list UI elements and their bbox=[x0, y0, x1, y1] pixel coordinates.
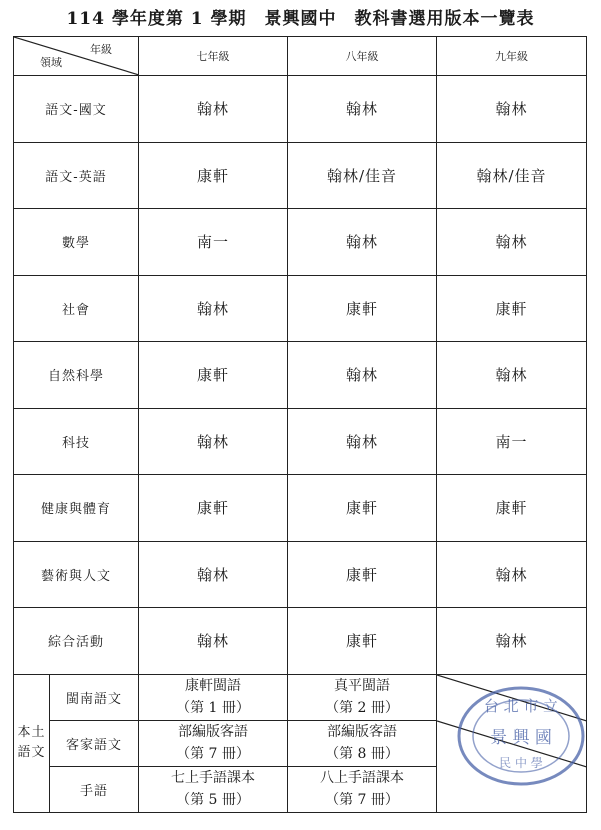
local-group-label bbox=[14, 674, 50, 812]
grade-9-version: 康軒 bbox=[437, 475, 587, 542]
local-0-g7 bbox=[139, 674, 288, 720]
subject-rows bbox=[14, 76, 587, 675]
local-2-g8 bbox=[288, 766, 437, 812]
local-1-g8-line2: （第 8 冊） bbox=[325, 746, 399, 762]
local-g9-blank bbox=[437, 674, 587, 812]
local-1-g7-line2: （第 7 冊） bbox=[176, 746, 250, 762]
textbook-table bbox=[13, 36, 587, 813]
local-name-1: 客家語文 bbox=[50, 720, 139, 766]
grade-9-version: 翰林 bbox=[437, 76, 587, 143]
grade-8-version: 康軒 bbox=[288, 475, 437, 542]
grade-9-version: 翰林 bbox=[437, 209, 587, 276]
local-2-g7 bbox=[139, 766, 288, 812]
grade-7-version: 翰林 bbox=[139, 408, 288, 475]
subject-row bbox=[14, 142, 587, 209]
local-1-g8 bbox=[288, 720, 437, 766]
local-1-g7 bbox=[139, 720, 288, 766]
subject-name: 科技 bbox=[14, 408, 139, 475]
local-0-g8-line1: 真平閩語 bbox=[334, 678, 390, 694]
grade-8-version: 康軒 bbox=[288, 608, 437, 675]
header-row bbox=[14, 37, 587, 76]
grade-7-version: 康軒 bbox=[139, 142, 288, 209]
subject-row bbox=[14, 342, 587, 409]
local-row-minnan bbox=[14, 674, 587, 720]
grade-9-version: 翰林 bbox=[437, 541, 587, 608]
subject-row bbox=[14, 541, 587, 608]
subject-row bbox=[14, 209, 587, 276]
subject-row bbox=[14, 475, 587, 542]
local-2-g8-line2: （第 7 冊） bbox=[325, 792, 399, 808]
local-group-text: 本土語文 bbox=[17, 725, 46, 760]
grade-7-version: 翰林 bbox=[139, 76, 288, 143]
grade-8-version: 翰林/佳音 bbox=[288, 142, 437, 209]
grade-7-version: 南一 bbox=[139, 209, 288, 276]
corner-diagonal bbox=[14, 37, 139, 75]
grade-7-version: 康軒 bbox=[139, 342, 288, 409]
local-2-g8-line1: 八上手語課本 bbox=[320, 770, 404, 786]
corner-grade-label: 年級 bbox=[90, 43, 112, 56]
svg-text:景 興 國: 景 興 國 bbox=[490, 727, 552, 748]
subject-row bbox=[14, 76, 587, 143]
svg-text:民 中 學: 民 中 學 bbox=[499, 755, 543, 770]
subject-name: 健康與體育 bbox=[14, 475, 139, 542]
grade-9-version: 翰林 bbox=[437, 608, 587, 675]
local-0-g8-line2: （第 2 冊） bbox=[325, 700, 399, 716]
local-0-g7-line1: 康軒閩語 bbox=[185, 678, 241, 694]
subject-name: 綜合活動 bbox=[14, 608, 139, 675]
header-grade-8: 八年級 bbox=[288, 37, 437, 76]
grade-7-version: 康軒 bbox=[139, 475, 288, 542]
local-2-g7-line1: 七上手語課本 bbox=[171, 770, 255, 786]
grade-7-version: 翰林 bbox=[139, 608, 288, 675]
subject-name: 數學 bbox=[14, 209, 139, 276]
grade-8-version: 翰林 bbox=[288, 342, 437, 409]
local-0-g8 bbox=[288, 674, 437, 720]
grade-9-version: 翰林 bbox=[437, 342, 587, 409]
subject-name: 自然科學 bbox=[14, 342, 139, 409]
grade-7-version: 翰林 bbox=[139, 275, 288, 342]
corner-field-label: 領域 bbox=[40, 56, 62, 69]
header-grade-7: 七年級 bbox=[139, 37, 288, 76]
subject-name: 社會 bbox=[14, 275, 139, 342]
svg-text:台 北 市 立: 台 北 市 立 bbox=[483, 696, 559, 715]
subject-row bbox=[14, 275, 587, 342]
corner-cell bbox=[14, 37, 139, 76]
grade-8-version: 康軒 bbox=[288, 541, 437, 608]
subject-name: 語文-國文 bbox=[14, 76, 139, 143]
document-title: 114 學年度第 1 學期 景興國中 教科書選用版本一覽表 bbox=[66, 9, 535, 29]
grade-9-version: 翰林/佳音 bbox=[437, 142, 587, 209]
subject-name: 語文-英語 bbox=[14, 142, 139, 209]
local-name-2: 手語 bbox=[50, 766, 139, 812]
header-grade-9: 九年級 bbox=[437, 37, 587, 76]
local-0-g7-line2: （第 1 冊） bbox=[176, 700, 250, 716]
local-1-g7-line1: 部編版客語 bbox=[178, 724, 248, 740]
subject-name: 藝術與人文 bbox=[14, 541, 139, 608]
grade-8-version: 翰林 bbox=[288, 209, 437, 276]
local-1-g8-line1: 部編版客語 bbox=[327, 724, 397, 740]
grade-8-version: 翰林 bbox=[288, 76, 437, 143]
official-seal-stamp bbox=[451, 681, 587, 791]
grade-9-version: 南一 bbox=[437, 408, 587, 475]
grade-8-version: 翰林 bbox=[288, 408, 437, 475]
subject-row bbox=[14, 608, 587, 675]
subject-row bbox=[14, 408, 587, 475]
grade-7-version: 翰林 bbox=[139, 541, 288, 608]
grade-8-version: 康軒 bbox=[288, 275, 437, 342]
local-2-g7-line2: （第 5 冊） bbox=[176, 792, 250, 808]
local-name-0: 閩南語文 bbox=[50, 674, 139, 720]
grade-9-version: 康軒 bbox=[437, 275, 587, 342]
